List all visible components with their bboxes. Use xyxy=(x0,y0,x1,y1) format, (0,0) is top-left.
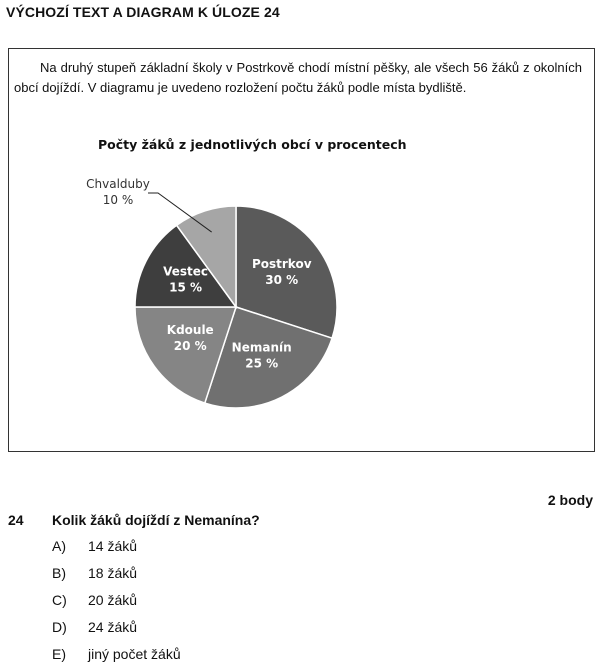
answer-option-c[interactable] xyxy=(52,592,137,608)
intro-text: Na druhý stupeň základní školy v Postrkově chodí místní pěšky, ale všech 56 žáků z okolních obcí dojíždí. V diagramu je uvedeno rozložení počtu žáků podle místa bydliště. xyxy=(14,60,582,95)
slice-value-label: 10 % xyxy=(102,193,134,207)
answer-option-d[interactable] xyxy=(52,619,137,635)
section-heading: VÝCHOZÍ TEXT A DIAGRAM K ÚLOZE 24 xyxy=(6,4,280,20)
option-letter: A) xyxy=(52,538,66,554)
slice-value-label: 25 % xyxy=(245,356,279,371)
option-text: 20 žáků xyxy=(88,592,138,608)
question-number: 24 xyxy=(8,512,24,528)
answer-option-e[interactable] xyxy=(52,646,181,662)
slice-value-label: 20 % xyxy=(173,339,207,354)
slice-label: Chvalduby xyxy=(86,177,150,191)
option-letter: D) xyxy=(52,619,67,635)
option-letter: E) xyxy=(52,646,66,662)
slice-label: Nemanín xyxy=(231,340,292,355)
slice-label: Vestec xyxy=(163,264,209,279)
option-text: 14 žáků xyxy=(88,538,138,554)
option-text: jiný počet žáků xyxy=(88,646,181,662)
points-label: 2 body xyxy=(547,492,593,508)
chart-title: Počty žáků z jednotlivých obcí v procentech xyxy=(98,137,407,152)
answer-option-b[interactable] xyxy=(52,565,137,581)
option-letter: B) xyxy=(52,565,66,581)
question-text: Kolik žáků dojíždí z Nemanína? xyxy=(52,512,260,528)
option-text: 18 žáků xyxy=(88,565,138,581)
slice-label: Kdoule xyxy=(166,323,214,338)
slice-value-label: 30 % xyxy=(265,272,299,287)
slice-label: Postrkov xyxy=(251,256,312,271)
slice-value-label: 15 % xyxy=(169,280,203,295)
answer-option-a[interactable] xyxy=(52,538,137,554)
option-letter: C) xyxy=(52,592,67,608)
option-text: 24 žáků xyxy=(88,619,138,635)
